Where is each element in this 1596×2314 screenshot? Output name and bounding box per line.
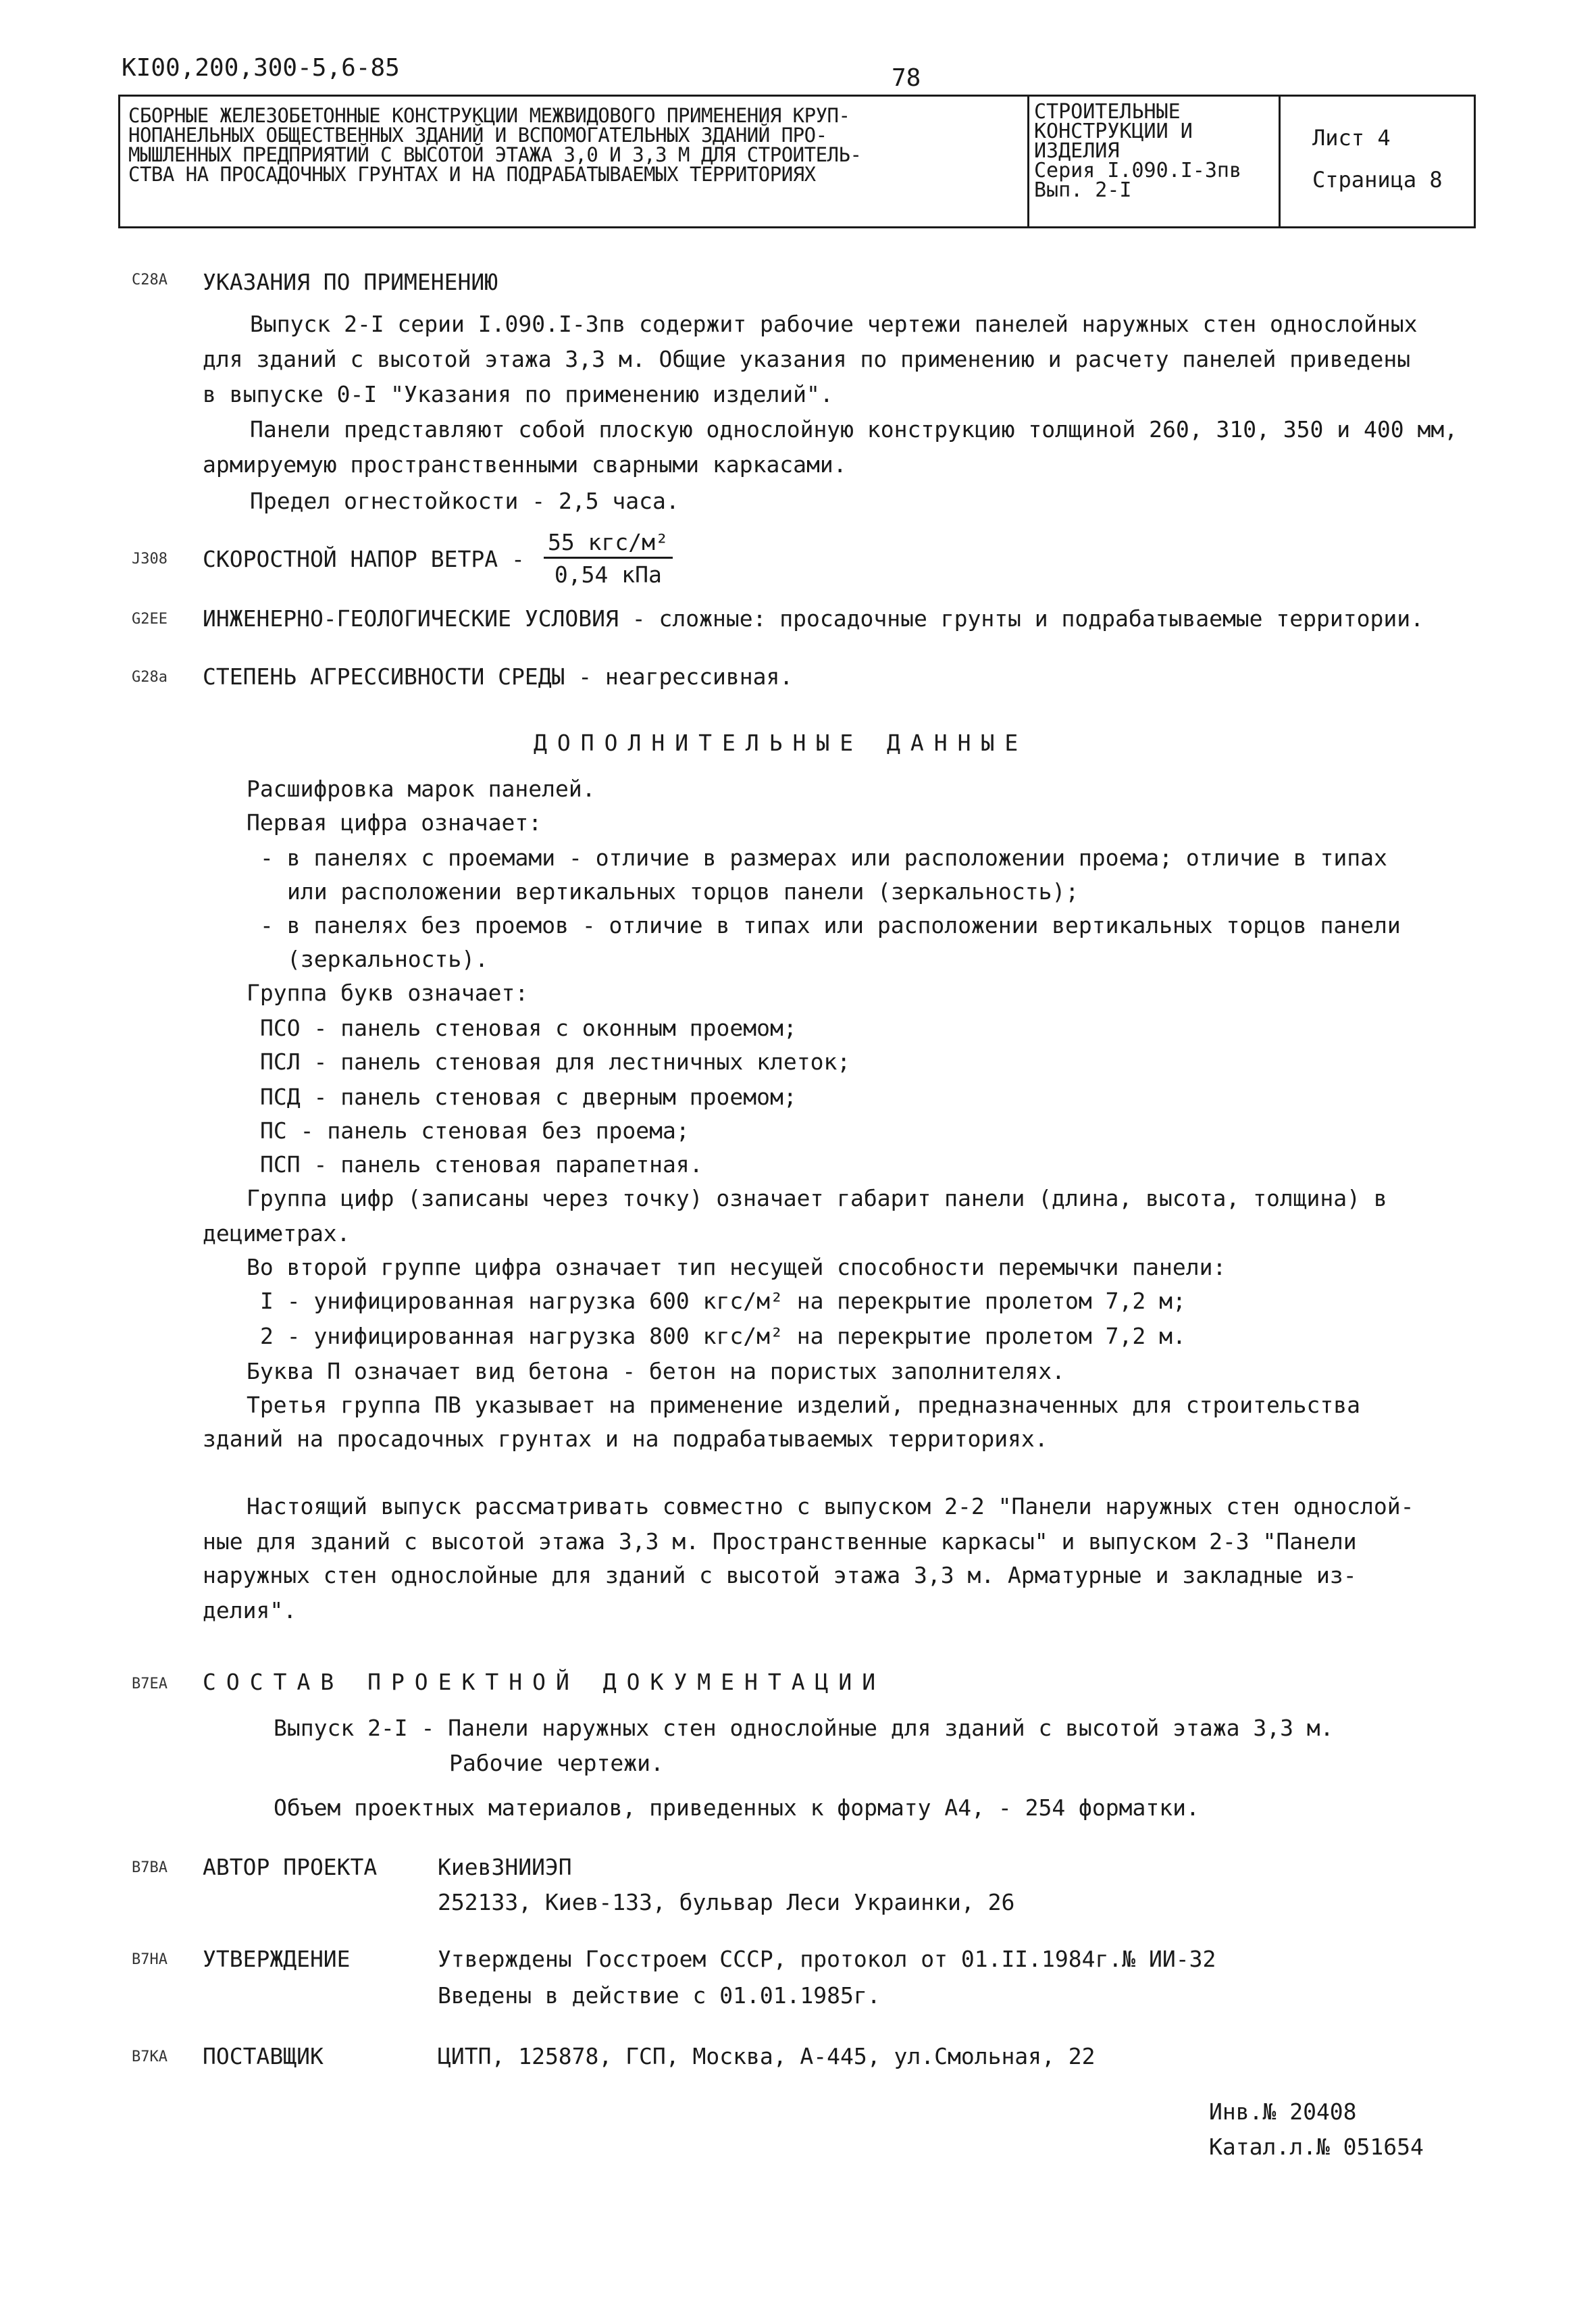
category-line: ИЗДЕЛИЯ [1034,139,1120,163]
additional-line: Первая цифра означает: [247,809,542,836]
additional-line: I - унифицированная нагрузка 600 кгс/м² на перекрытие пролетом 7,2 м; [260,1288,1186,1314]
additional-line: 2 - унифицированная нагрузка 800 кгс/м² на перекрытие пролетом 7,2 м. [260,1323,1186,1349]
additional-line: Во второй группе цифра означает тип несущей способности перемычки панели: [247,1254,1227,1280]
additional-line: наружных стен однослойные для зданий с высотой этажа 3,3 м. Арматурные и закладные из- [203,1562,1357,1588]
title-line: СБОРНЫЕ ЖЕЛЕЗОБЕТОННЫЕ КОНСТРУКЦИИ МЕЖВИДОВОГО ПРИМЕНЕНИЯ КРУП- [128,104,850,127]
catalog-number: Катал.л.№ 051654 [1209,2134,1424,2160]
approval-line: Утверждены Госстроем СССР, протокол от 01.II.1984г.№ ИИ-32 [438,1946,1216,1972]
document-code: КI00,200,300-5,6-85 [122,54,400,82]
section-code: G2ЕЕ [132,611,168,628]
supplier-label: ПОСТАВЩИК [203,2043,324,2069]
title-block [118,95,1476,228]
application-text: Выпуск 2-I серии I.090.I-3пв содержит рабочие чертежи панелей наружных стен однослойных [250,311,1418,337]
additional-line: Настоящий выпуск рассматривать совместно с выпуском 2-2 "Панели наружных стен однослой- [247,1493,1414,1519]
additional-line: (зеркальность). [287,946,489,972]
wind-denominator: 0,54 кПа [554,561,662,588]
title-block-category [1034,102,1241,200]
section-code: В7КА [132,2048,168,2065]
documentation-heading: СОСТАВ ПРОЕКТНОЙ ДОКУМЕНТАЦИИ [203,1669,886,1695]
category-line: КОНСТРУКЦИИ И [1034,120,1193,143]
aggressiveness-text: СТЕПЕНЬ АГРЕССИВНОСТИ СРЕДЫ - неагрессивная. [203,663,794,690]
wind-numerator: 55 кгс/м² [544,529,673,559]
category-line: Вып. 2-I [1034,178,1132,202]
title-block-divider [1027,97,1029,226]
geology-text: ИНЖЕНЕРНО-ГЕОЛОГИЧЕСКИЕ УСЛОВИЯ - сложные: просадочные грунты и подрабатываемые территории. [203,605,1424,632]
documentation-issue: Выпуск 2-I - Панели наружных стен однослойные для зданий с высотой этажа 3,3 м. [274,1715,1334,1741]
author-address: 252133, Киев-133, бульвар Леси Украинки, 26 [438,1889,1015,1915]
title-block-sheet-info [1312,117,1443,201]
additional-line: ные для зданий с высотой этажа 3,3 м. Пространственные каркасы" и выпуском 2-3 "Панели [203,1528,1357,1555]
additional-line: делия". [203,1597,297,1624]
documentation-volume: Объем проектных материалов, приведенных к формату А4, - 254 форматки. [274,1794,1200,1821]
author-label: АВТОР ПРОЕКТА [203,1854,378,1880]
application-text: Панели представляют собой плоскую однослойную конструкцию толщиной 260, 310, 350 и 400 мм, [250,416,1458,443]
title-line: МЫШЛЕННЫХ ПРЕДПРИЯТИЙ С ВЫСОТОЙ ЭТАЖА 3,0 И 3,3 М ДЛЯ СТРОИТЕЛЬ- [128,143,862,166]
sheet-label: Лист 4 [1312,125,1391,151]
section-code: G28а [132,669,168,686]
additional-line: Третья группа ПВ указывает на применение изделий, предназначенных для строительства [247,1392,1361,1418]
fire-resistance: Предел огнестойкости - 2,5 часа. [250,488,679,514]
section-code: С28А [132,272,168,288]
title-line: СТВА НА ПРОСАДОЧНЫХ ГРУНТАХ И НА ПОДРАБАТЫВАЕМЫХ ТЕРРИТОРИЯХ [128,163,816,186]
page-number: 78 [892,64,921,92]
additional-line: Расшифровка марок панелей. [247,776,596,802]
additional-line: или расположении вертикальных торцов панели (зеркальность); [287,878,1079,905]
documentation-issue-cont: Рабочие чертежи. [449,1750,664,1776]
additional-line: ПСО - панель стеновая с оконным проемом; [260,1015,797,1041]
title-line: НОПАНЕЛЬНЫХ ОБЩЕСТВЕННЫХ ЗДАНИЙ И ВСПОМОГАТЕЛЬНЫХ ЗДАНИЙ ПРО- [128,124,827,147]
title-block-title [128,106,1141,184]
section-code: J308 [132,551,168,568]
additional-line: Буква П означает вид бетона - бетон на пористых заполнителях. [247,1358,1065,1384]
additional-line: зданий на просадочных грунтах и на подрабатываемых территориях. [203,1426,1048,1452]
application-text: в выпуске 0-I "Указания по применению изделий". [203,381,833,407]
additional-line: Группа цифр (записаны через точку) означает габарит панели (длина, высота, толщина) в [247,1185,1387,1211]
additional-line: ПСП - панель стеновая парапетная. [260,1151,703,1178]
title-block-divider [1279,97,1281,226]
approval-label: УТВЕРЖДЕНИЕ [203,1946,351,1972]
section-code: В7ВА [132,1859,168,1876]
wind-label: СКОРОСТНОЙ НАПОР ВЕТРА - [203,546,525,572]
section-code: В7ЕА [132,1676,168,1692]
category-line: Серия I.090.I-3пв [1034,159,1242,182]
additional-line: ПС - панель стеновая без проема; [260,1117,690,1144]
additional-line: ПСЛ - панель стеновая для лестничных клеток; [260,1049,851,1075]
author-name: КиевЗНИИЭП [438,1854,572,1880]
supplier-text: ЦИТП, 125878, ГСП, Москва, А-445, ул.Смольная, 22 [438,2043,1096,2069]
application-text: для зданий с высотой этажа 3,3 м. Общие указания по применению и расчету панелей приведены [203,346,1411,372]
additional-line: - в панелях с проемами - отличие в размерах или расположении проема; отличие в типах [260,845,1387,871]
application-text: армируемую пространственными сварными каркасами. [203,451,847,478]
additional-line: дециметрах. [203,1220,351,1247]
application-heading: УКАЗАНИЯ ПО ПРИМЕНЕНИЮ [203,269,498,295]
inventory-number: Инв.№ 20408 [1209,2098,1357,2125]
additional-line: Группа букв означает: [247,980,529,1006]
approval-line: Введены в действие с 01.01.1985г. [438,1982,881,2009]
additional-line: ПСД - панель стеновая с дверным проемом; [260,1084,797,1110]
wind-fraction [544,529,673,588]
category-line: СТРОИТЕЛЬНЫЕ [1034,100,1181,124]
additional-heading: ДОПОЛНИТЕЛЬНЫЕ ДАННЫЕ [534,730,1029,756]
additional-line: - в панелях без проемов - отличие в типах или расположении вертикальных торцов панели [260,912,1401,938]
section-code: В7НА [132,1951,168,1968]
page-label: Страница 8 [1312,167,1443,193]
